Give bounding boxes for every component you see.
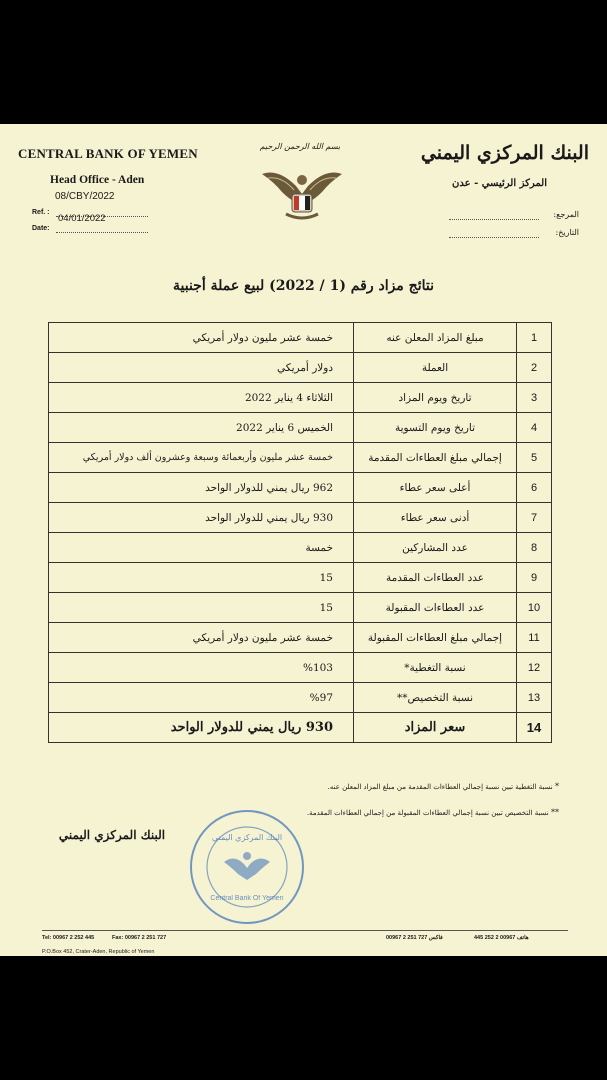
row-number: 4 [517, 413, 552, 443]
stamp-text-ar: البنك المركزي اليمني [211, 833, 283, 842]
footnote-star: * [555, 782, 559, 791]
row-item: تاريخ ويوم المزاد [354, 383, 517, 413]
signature-block: البنك المركزي اليمني [58, 828, 166, 842]
row-value: 15 [49, 593, 354, 623]
table-row [49, 353, 552, 383]
footer-po-box: P.O.Box 452, Crater-Aden, Republic of Yemen [42, 949, 155, 955]
footer-divider [42, 930, 568, 931]
table-row [49, 563, 552, 593]
row-value: خمسة عشر مليون وأربعمائة وسبعة وعشرون ألف دولار أمريكي [49, 443, 354, 473]
ref-ar-dotted-line [449, 219, 539, 220]
row-value: دولار أمريكي [49, 353, 354, 383]
table-row [49, 443, 552, 473]
footer-fax-en: Fax: 00967 2 251 727 [112, 935, 167, 941]
row-number: 9 [517, 563, 552, 593]
stamp-text-en: Central Bank Of Yemen [210, 895, 284, 902]
row-number: 11 [517, 623, 552, 653]
footer-tel-ar: هاتف 00967 2 252 445 [474, 935, 529, 941]
head-office-en: Head Office - Aden [50, 174, 145, 186]
row-value: 962 ريال يمني للدولار الواحد [49, 473, 354, 503]
ref-label-ar: المرجع: [553, 210, 579, 219]
table-row [49, 413, 552, 443]
row-value: %97 [49, 683, 354, 713]
table-row [49, 683, 552, 713]
row-number: 2 [517, 353, 552, 383]
row-item: العملة [354, 353, 517, 383]
document-title: نتائج مزاد رقم (1 / 2022) لبيع عملة أجنبية [172, 278, 434, 294]
table-row [49, 593, 552, 623]
row-item: مبلغ المزاد المعلن عنه [354, 323, 517, 353]
row-value: الخميس 6 يناير 2022 [49, 413, 354, 443]
footer-fax-ar: 00967 2 251 727 فاكس [386, 935, 443, 941]
ref-label: Ref. : [32, 209, 50, 216]
date-label: Date: [32, 225, 50, 232]
footnote-coverage-text: نسبة التغطية تبين نسبة إجمالي العطاءات المقدمة من مبلغ المزاد المعلن عنه. [327, 783, 553, 791]
table-row [49, 323, 552, 353]
row-item: عدد المشاركين [354, 533, 517, 563]
yemen-eagle-emblem-icon [256, 164, 348, 230]
row-value: خمسة [49, 533, 354, 563]
row-number: 14 [517, 713, 552, 743]
row-number: 8 [517, 533, 552, 563]
row-item: نسبة التخصيص** [354, 683, 517, 713]
row-value: 930 ريال يمني للدولار الواحد [49, 713, 354, 743]
row-value: 930 ريال يمني للدولار الواحد [49, 503, 354, 533]
table-row [49, 713, 552, 743]
date-dotted-line [56, 232, 148, 233]
row-value: خمسة عشر مليون دولار أمريكي [49, 323, 354, 353]
date-ar-dotted-line [449, 237, 539, 238]
date-value: 04/01/2022 [58, 213, 106, 224]
date-label-ar: التاريخ: [555, 228, 579, 237]
footnote-coverage [328, 782, 559, 791]
head-office-ar: المركز الرئيسي - عدن [452, 178, 547, 189]
row-number: 3 [517, 383, 552, 413]
footnote-double-star: ** [551, 808, 559, 817]
row-item: إجمالي مبلغ العطاءات المقبولة [354, 623, 517, 653]
table-row [49, 533, 552, 563]
row-number: 12 [517, 653, 552, 683]
row-value: الثلاثاء 4 يناير 2022 [49, 383, 354, 413]
row-value: 15 [49, 563, 354, 593]
row-number: 10 [517, 593, 552, 623]
row-number: 5 [517, 443, 552, 473]
bank-name-en: CENTRAL BANK OF YEMEN [18, 146, 198, 161]
auction-results-table [48, 322, 552, 743]
table-row [49, 383, 552, 413]
row-item: نسبة التغطية* [354, 653, 517, 683]
reference-number: 08/CBY/2022 [55, 191, 115, 202]
table-row [49, 623, 552, 653]
table-row [49, 653, 552, 683]
footnote-allocation [307, 808, 559, 817]
row-item: سعر المزاد [354, 713, 517, 743]
row-number: 7 [517, 503, 552, 533]
table-row [49, 503, 552, 533]
footer-tel-en: Tel: 00967 2 252 445 [42, 935, 95, 941]
row-value: %103 [49, 653, 354, 683]
bank-name-ar: البنك المركزي اليمني [420, 142, 589, 164]
row-number: 13 [517, 683, 552, 713]
row-item: أدنى سعر عطاء [354, 503, 517, 533]
row-item: عدد العطاءات المقبولة [354, 593, 517, 623]
row-number: 6 [517, 473, 552, 503]
row-item: إجمالي مبلغ العطاءات المقدمة [354, 443, 517, 473]
row-number: 1 [517, 323, 552, 353]
basmala: بسم الله الرحمن الرحيم [259, 142, 341, 151]
row-item: عدد العطاءات المقدمة [354, 563, 517, 593]
table-row [49, 473, 552, 503]
document-page [0, 124, 607, 956]
row-item: أعلى سعر عطاء [354, 473, 517, 503]
row-item: تاريخ ويوم التسوية [354, 413, 517, 443]
row-value: خمسة عشر مليون دولار أمريكي [49, 623, 354, 653]
bank-stamp [186, 806, 308, 932]
footnote-allocation-text: نسبة التخصيص تبين نسبة إجمالي العطاءات المقبولة من إجمالي العطاءات المقدمة. [306, 809, 549, 817]
